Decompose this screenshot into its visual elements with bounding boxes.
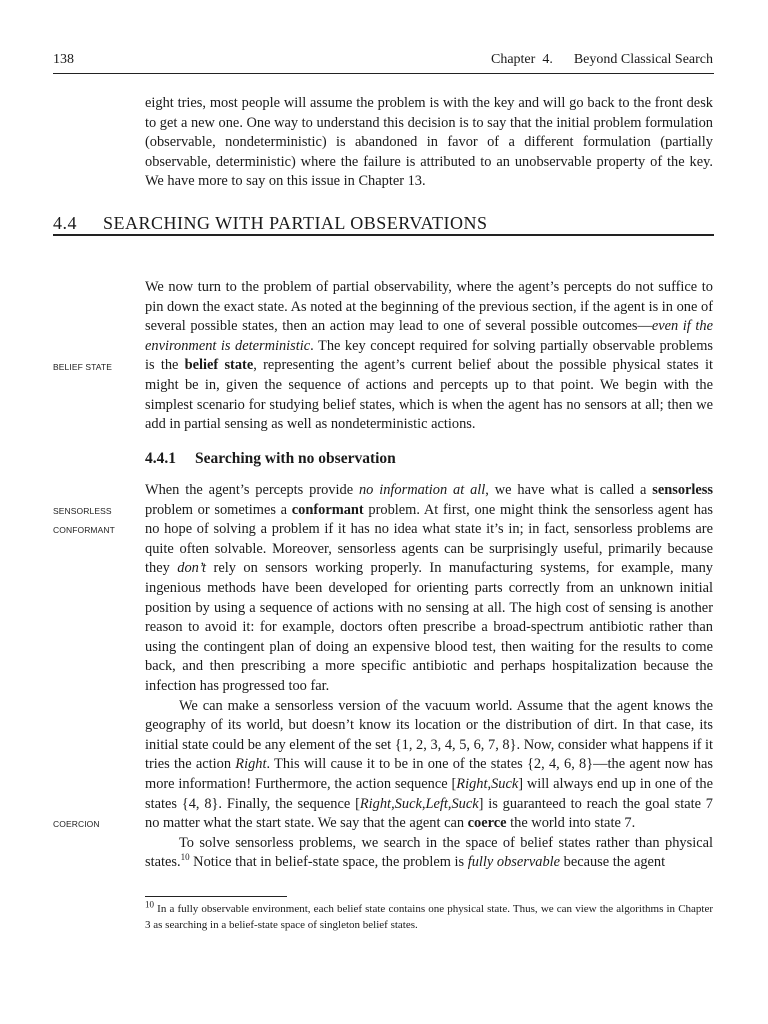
header-rule <box>53 73 714 74</box>
footnote <box>145 901 713 933</box>
text-run: To solve sensorless problems, we search in the space of belief states rather than physical states. <box>145 834 713 871</box>
text-run: ] will always end up in one of the states {4, 8}. Finally, the sequence [ <box>145 775 713 812</box>
term-sensorless: sensorless <box>652 482 713 498</box>
text-run: We now turn to the problem of partial observability, where the agent’s percepts do not suffice to pin down the exact state. As noted at the beginning of the previous section, if the agent is in one of several possible states, then an action may lead to one of several possible outcomes— <box>145 279 713 335</box>
text-run: . This will cause it to be in one of the states {2, 4, 6, 8}—the agent now has more information! Furthermore, the action sequence [ <box>145 756 714 792</box>
paragraph-sensorless <box>145 481 713 697</box>
text-run: problem or sometimes a <box>145 501 292 518</box>
section-rule <box>53 234 714 236</box>
paragraph-vacuum <box>145 697 713 834</box>
text-run: , <box>391 795 395 812</box>
text-run: the world into state 7. <box>506 815 636 832</box>
text-run: . The key concept required for solving partially observable problems is the <box>145 337 713 374</box>
emphasis: Suck <box>394 795 422 812</box>
paragraph-solve <box>145 834 713 873</box>
text-run: , we have what is called a <box>485 482 653 498</box>
subsection-title: Searching with no observation <box>195 450 396 467</box>
intro-paragraph <box>145 94 713 192</box>
text-run: , <box>421 795 426 812</box>
term-conformant: conformant <box>291 501 364 518</box>
intro-text: eight tries, most people will assume the problem is with the key and will go back to the front desk to get a new one. One way to understand this decision is to say that the initial problem formulation (observable, nondeterministic) is abandoned in favor of a different formulation (partially observable, deterministic) where the failure is attributed to an unobservable property of the key. We have more to say on this issue in Chapter 13. <box>145 95 713 190</box>
section-number: 4.4 <box>53 213 77 233</box>
subsection-body <box>145 481 713 873</box>
emphasis: Right <box>359 795 392 812</box>
chapter-title: Beyond Classical Search <box>573 52 713 67</box>
term-belief-state: belief state <box>184 357 254 374</box>
footnote-text: In a fully observable environment, each belief state contains one physical state. Thus, we can view the algorithms in Chapter 3 as searching in a belief-state space of singleton belief states. <box>145 903 714 931</box>
margin-note-conformant: CONFORMANT <box>53 525 115 535</box>
emphasis: Right <box>235 756 267 773</box>
emphasis: no information at all <box>358 482 486 498</box>
margin-note-sensorless: SENSORLESS <box>53 506 112 516</box>
term-coerce: coerce <box>467 815 507 832</box>
text-run: When the agent’s percepts provide <box>145 482 359 498</box>
text-run: problem. At first, one might think the sensorless agent has no hope of solving a problem if it has no idea what state it’s in; in fact, sensorless problems are quite often solvable. Moreover, sensorless agents can be surprisingly useful, primarily because they <box>145 501 713 577</box>
text-run: because the agent <box>560 854 666 871</box>
subsection-number: 4.4.1 <box>145 450 176 467</box>
subsection-heading <box>145 450 396 468</box>
footnote-marker: 10 <box>145 899 154 910</box>
running-head <box>491 52 713 68</box>
emphasis: Suck <box>491 775 519 792</box>
text-run: , <box>487 775 492 792</box>
emphasis: fully observable <box>467 854 561 871</box>
margin-note-coercion: COERCION <box>53 819 100 829</box>
footnote-rule <box>145 896 287 897</box>
text-run: We can make a sensorless version of the vacuum world. Assume that the agent knows the geography of its world, but doesn’t know its location or the distribution of dirt. In that case, its initial state could be any element of the set {1, 2, 3, 4, 5, 6, 7, 8}. Now, consider what happens if it tries the action <box>145 697 713 773</box>
chapter-label: Chapter <box>490 52 536 67</box>
emphasis: Suck <box>451 795 479 812</box>
section-heading <box>53 213 714 234</box>
text-run: , representing the agent’s current belief about the possible physical states it might be in, given the sequence of actions and percepts up to that point. We begin with the simplest scenario for studying belief states, which is when the agent has no sensors at all; then we add in partial sensing as well as nondeterministic actions. <box>145 357 714 433</box>
emphasis: don’t <box>177 560 207 577</box>
margin-note-belief-state: BELIEF STATE <box>53 362 112 372</box>
chapter-number: 4. <box>542 52 553 67</box>
text-run: ] is guaranteed to reach the goal state 7 no matter what the start state. We say that the agent can <box>145 795 713 832</box>
emphasis: Left <box>425 795 448 812</box>
section-paragraph <box>145 278 713 435</box>
text-run: Notice that in belief-state space, the problem is <box>189 854 468 871</box>
text-run: , <box>447 795 452 812</box>
section-title: SEARCHING WITH PARTIAL OBSERVATIONS <box>103 213 488 233</box>
page-number: 138 <box>53 52 74 67</box>
emphasis: Right <box>456 775 488 792</box>
footnote-ref: 10 <box>180 852 190 863</box>
emphasis: even if the environment is deterministic <box>145 318 713 354</box>
text-run: rely on sensors working properly. In manufacturing systems, for example, many ingenious methods have been developed for orienting parts correctly from an unknown initial position by using a sequence of actions with no sensing at all. The high cost of sensing is another reason to avoid it: for example, doctors often prescribe a broad-spectrum antibiotic rather than using the contingent plan of doing an expensive blood test, then waiting for the results to come back, and then prescribing a more specific antibiotic and perhaps hospitalization because the infection has progressed too far. <box>145 560 713 694</box>
